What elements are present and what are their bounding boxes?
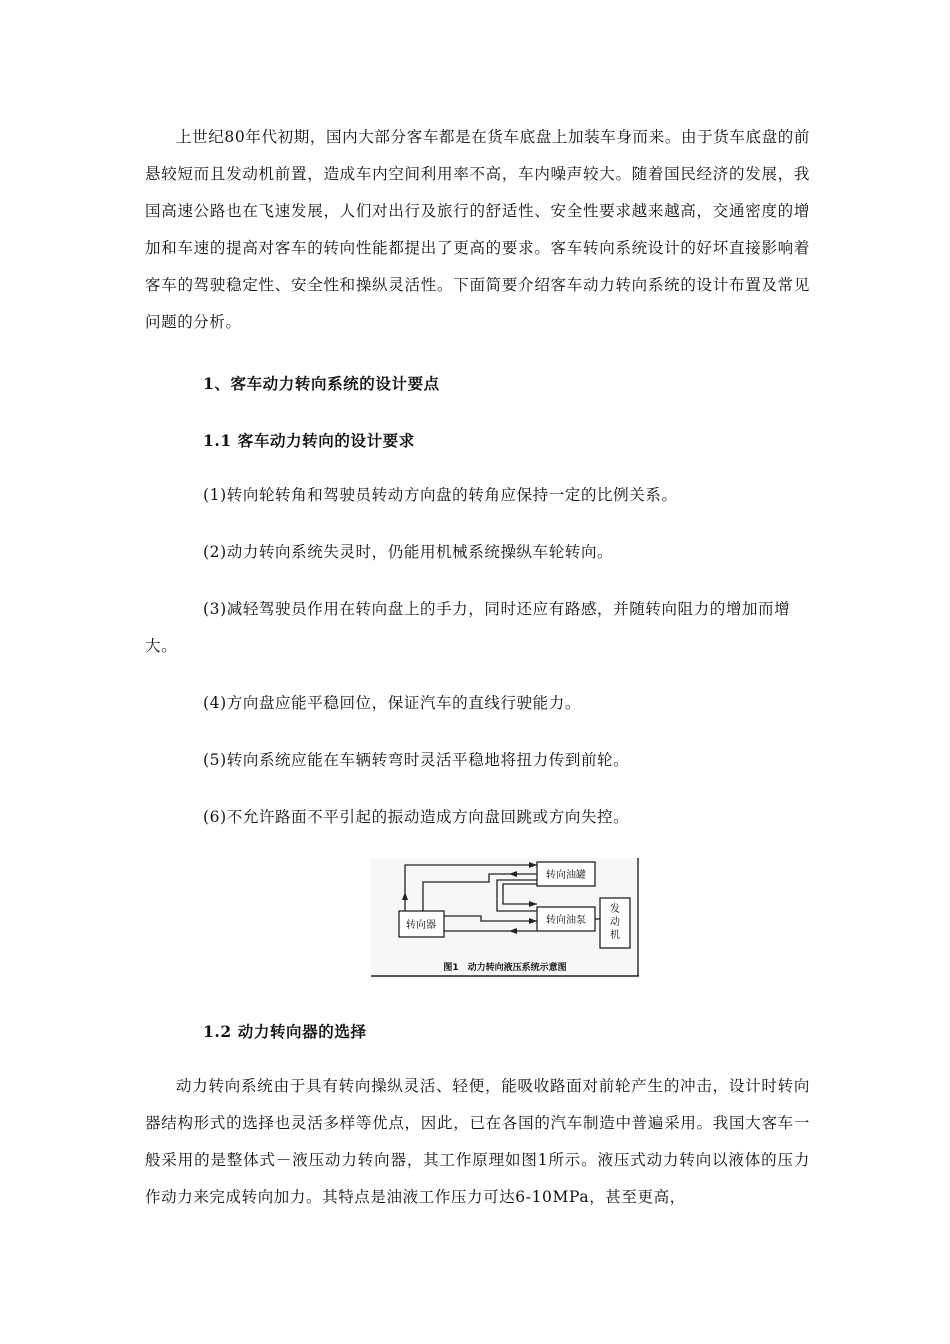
arrow-from-pump — [509, 928, 517, 934]
requirement-item-6: (6)不允许路面不平引起的振动造成方向盘回跳或方向失控。 — [203, 808, 630, 826]
oil-pump-label: 转向油泵 — [546, 915, 586, 926]
arrow-into-pump — [529, 918, 537, 924]
section-1-1-heading: 1.1 客车动力转向的设计要求 — [203, 431, 415, 450]
arrow-to-pump — [529, 901, 537, 907]
intro-paragraph: 上世纪80年代初期，国内大部分客车都是在货车底盘上加装车身而来。由于货车底盘的前悬较短而且发动机前置，造成车内空间利用率不高，车内噪声较大。随着国民经济的发展，我国高速公路也在飞速发展，人们对出行及旅行的舒适性、安全性要求越来越高，交通密度的增加和车速的提高对客车的转向性能都提出了更高的要求。客车转向系统设计的好坏直接影响着客车的驾驶稳定性、安全性和操纵灵活性。下面简要介绍客车动力转向系统的设计布置及常见问题的分析。 — [145, 128, 810, 331]
hydraulic-diagram-svg — [371, 858, 639, 978]
oil-tank-label: 转向油罐 — [546, 870, 586, 881]
pipe-tank-to-pump-inner — [503, 884, 537, 904]
section-1-heading: 1、客车动力转向系统的设计要点 — [203, 374, 440, 393]
requirement-item-4: (4)方向盘应能平稳回位，保证汽车的直线行驶能力。 — [203, 694, 581, 712]
figure-hydraulic-diagram — [371, 858, 639, 978]
requirement-item-1: (1)转向轮转角和驾驶员转动方向盘的转角应保持一定的比例关系。 — [203, 486, 678, 504]
arrow-up-from-gear — [402, 892, 408, 900]
steering-gear-label: 转向器 — [406, 920, 436, 931]
requirement-item-3: (3)减轻驾驶员作用在转向盘上的手力，同时还应有路感，并随转向阻力的增加而增大。 — [145, 600, 791, 655]
pipe-pump-to-gear-upper — [444, 916, 537, 921]
requirement-item-5: (5)转向系统应能在车辆转弯时灵活平稳地将扭力传到前轮。 — [203, 751, 630, 769]
section-1-2-heading: 1.2 动力转向器的选择 — [203, 1022, 367, 1041]
figure-caption: 图1 动力转向液压系统示意图 — [443, 963, 567, 973]
section-1-2-paragraph: 动力转向系统由于具有转向操纵灵活、轻便，能吸收路面对前轮产生的冲击，设计时转向器结构形式的选择也灵活多样等优点，因此，已在各国的汽车制造中普遍采用。我国大客车一般采用的是整体式－液压动力转向器，其工作原理如图1所示。液压式动力转向以液体的压力作动力来完成转向加力。其特点是油液工作压力可达6-10MPa，甚至更高， — [145, 1077, 810, 1206]
arrow-to-tank — [529, 862, 537, 868]
requirement-item-2: (2)动力转向系统失灵时，仍能用机械系统操纵车轮转向。 — [203, 543, 614, 561]
arrow-return-left — [509, 871, 517, 877]
engine-label: 发动机 — [610, 904, 620, 941]
